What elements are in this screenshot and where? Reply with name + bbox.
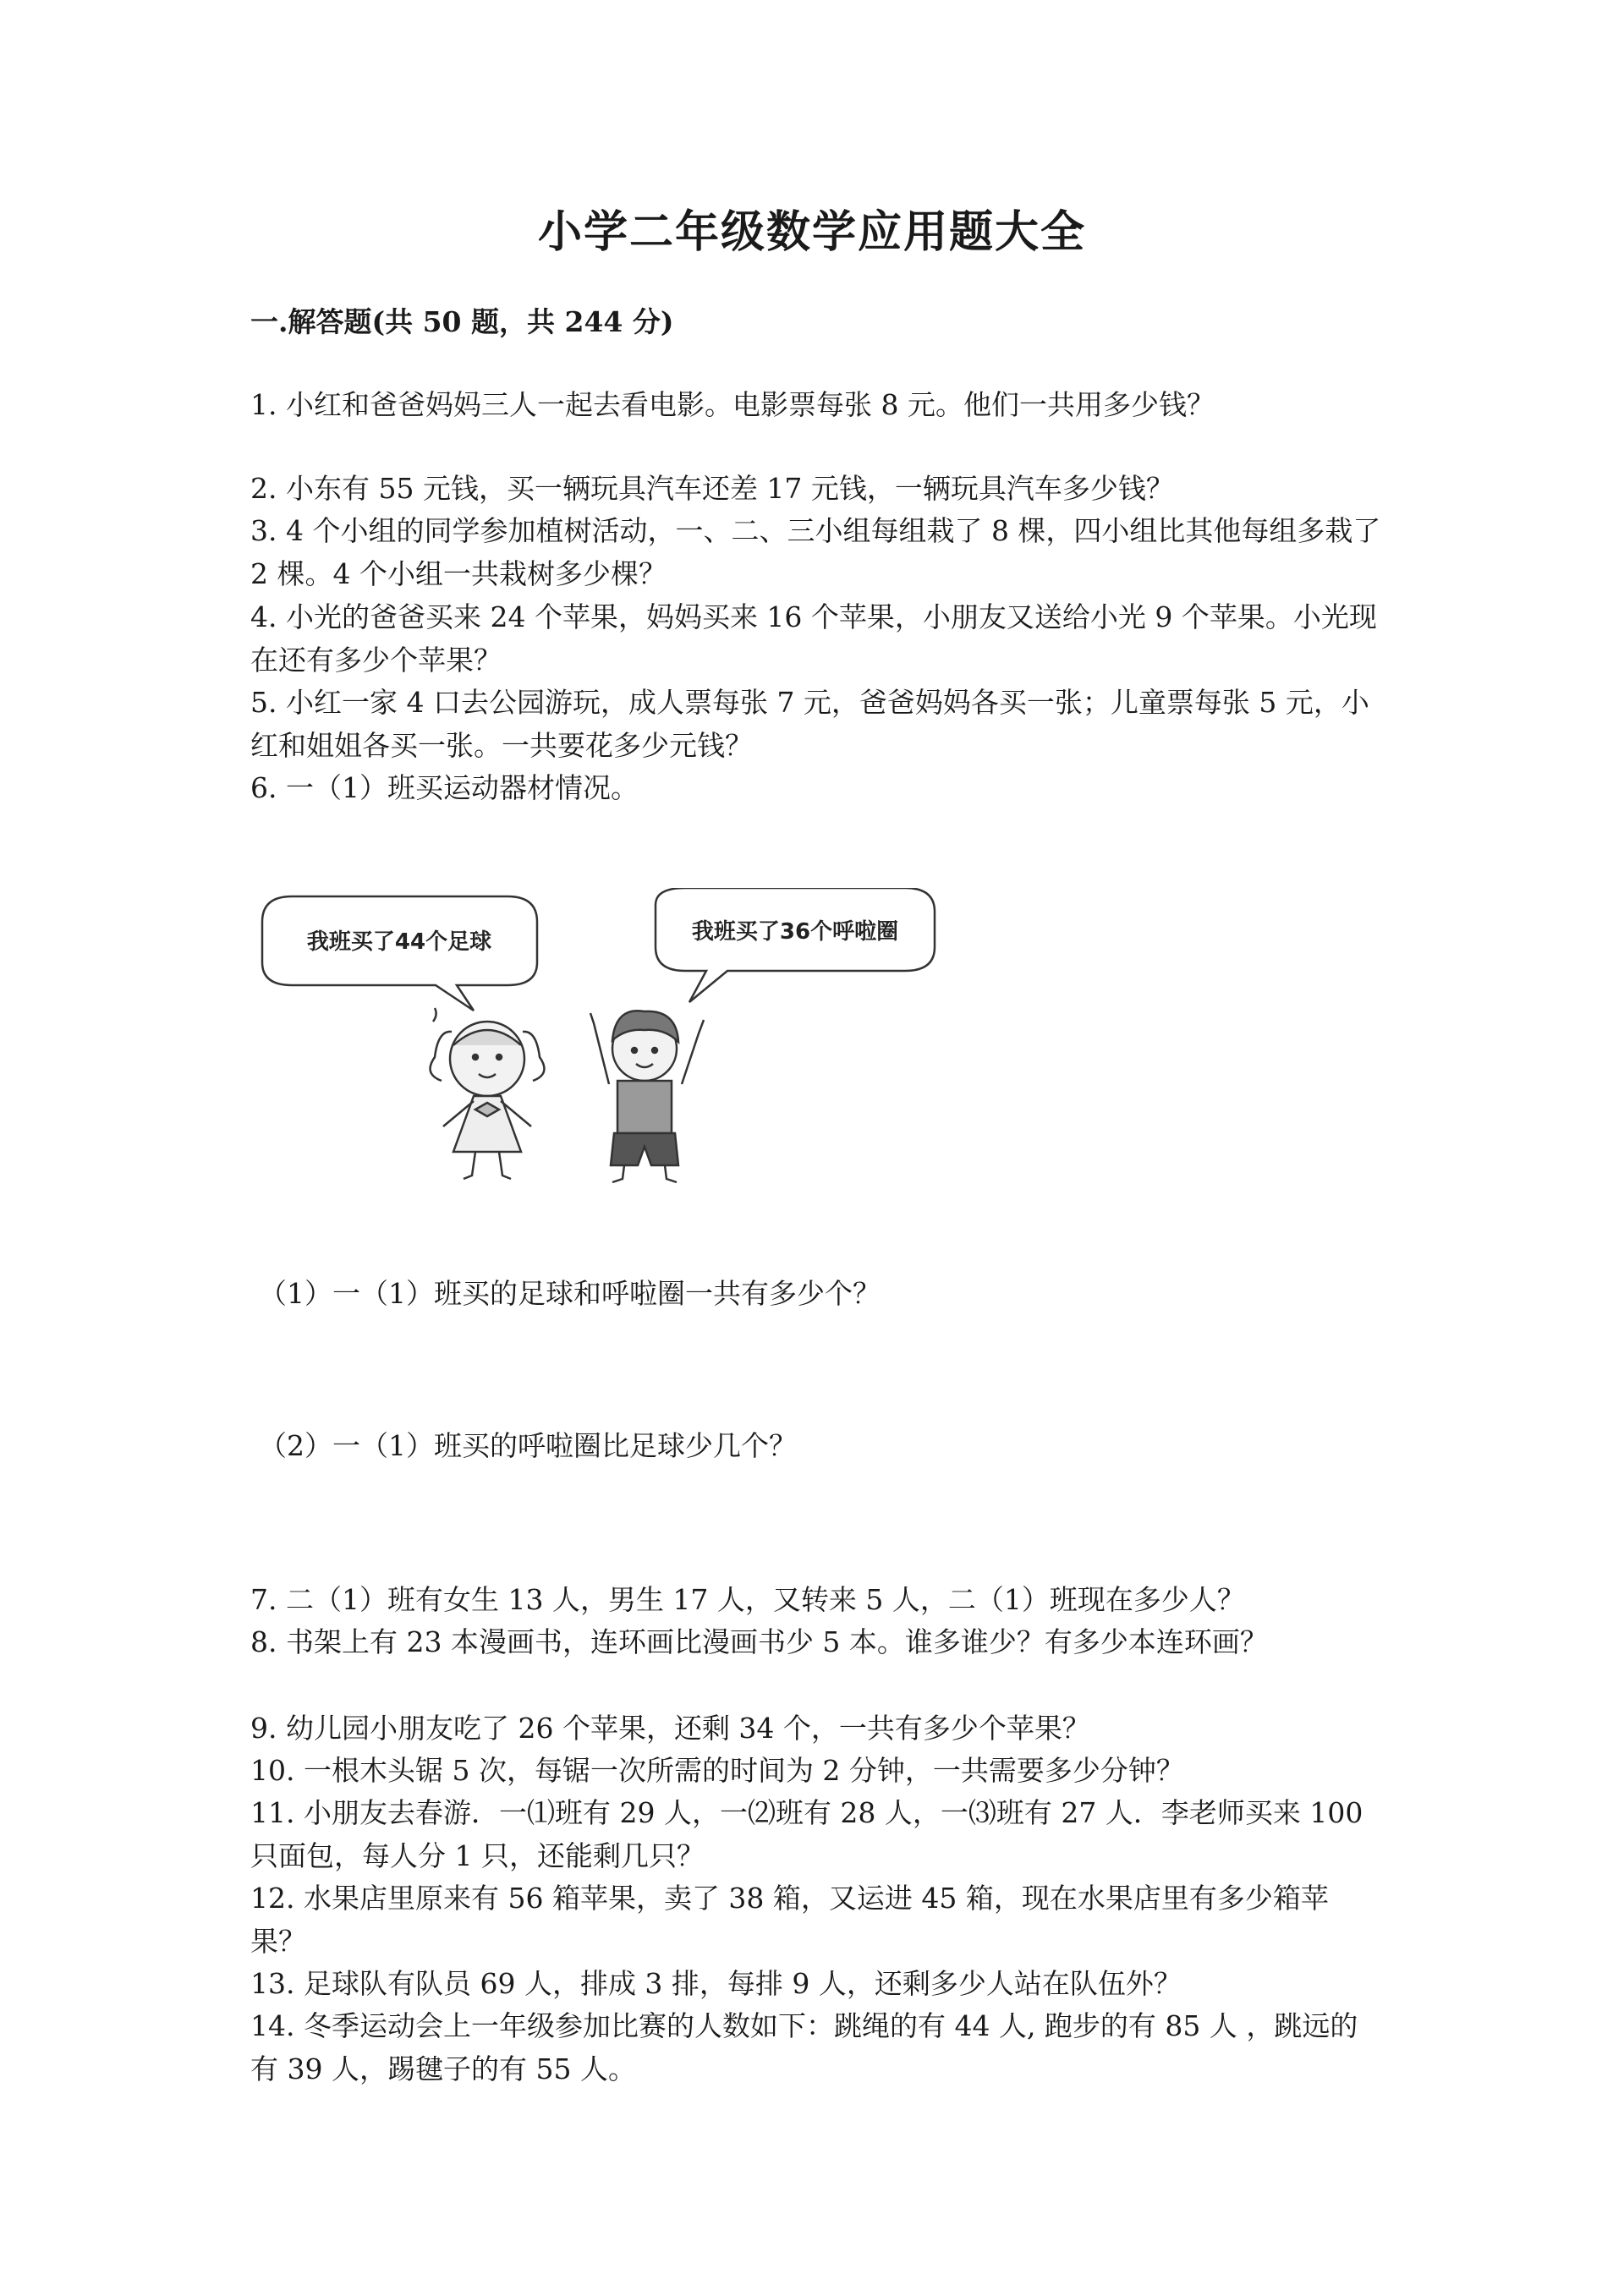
question-10: 10. 一根木头锯 5 次，每锯一次所需的时间为 2 分钟，一共需要多少分钟？: [250, 1754, 1184, 1787]
question-13: 13. 足球队有队员 69 人，排成 3 排，每排 9 人，还剩多少人站在队伍外？: [250, 1967, 1182, 2000]
illustration-kids: [254, 888, 947, 1184]
girl-bubble-text: 我班买了44个足球: [306, 929, 492, 955]
question-3: 3. 4 个小组的同学参加植树活动，一、二、三小组每组栽了 8 棵，四小组比其他每组多栽了 2 棵。4 个小组一共栽树多少棵？: [250, 514, 1381, 590]
question-11: 11. 小朋友去春游．一⑴班有 29 人，一⑵班有 28 人，一⑶班有 27 人．李老师买来 100 只面包，每人分 1 只，还能剩几只？: [250, 1796, 1363, 1872]
question-5: 5. 小红一家 4 口去公园游玩，成人票每张 7 元，爸爸妈妈各买一张；儿童票每张 5 元，小红和姐姐各买一张。一共要花多少元钱？: [250, 686, 1369, 762]
page-title: 小学二年级数学应用题大全: [537, 206, 1086, 258]
question-9: 9. 幼儿园小朋友吃了 26 个苹果，还剩 34 个，一共有多少个苹果？: [250, 1712, 1090, 1745]
girl-figure: [431, 1008, 545, 1179]
boy-bubble-text: 我班买了36个呼啦圈: [691, 919, 899, 945]
sub-question-2: （2）一（1）班买的呼啦圈比足球少几个？: [259, 1429, 797, 1462]
question-12: 12. 水果店里原来有 56 箱苹果，卖了 38 箱，又运进 45 箱，现在水果店里有多少箱苹果？: [250, 1882, 1329, 1958]
question-6: 6. 一（1）班买运动器材情况。: [250, 771, 639, 804]
section-heading: 一.解答题(共 50 题，共 244 分): [250, 305, 674, 338]
question-14: 14. 冬季运动会上一年级参加比赛的人数如下：跳绳的有 44 人, 跑步的有 85 人 ，跳远的有 39 人，踢毽子的有 55 人。: [250, 2009, 1358, 2085]
question-8: 8. 书架上有 23 本漫画书，连环画比漫画书少 5 本。谁多谁少？有多少本连环画？: [250, 1625, 1268, 1658]
girl-speech-bubble: [262, 896, 537, 1011]
question-4: 4. 小光的爸爸买来 24 个苹果，妈妈买来 16 个苹果，小朋友又送给小光 9 个苹果。小光现在还有多少个苹果？: [250, 600, 1377, 677]
sub-question-1: （1）一（1）班买的足球和呼啦圈一共有多少个？: [259, 1277, 881, 1310]
boy-figure: [590, 1011, 704, 1182]
question-1: 1. 小红和爸爸妈妈三人一起去看电影。电影票每张 8 元。他们一共用多少钱？: [250, 388, 1215, 421]
question-7: 7. 二（1）班有女生 13 人，男生 17 人，又转来 5 人，二（1）班现在多少人？: [250, 1583, 1245, 1616]
boy-speech-bubble: [656, 888, 935, 1002]
question-2: 2. 小东有 55 元钱，买一辆玩具汽车还差 17 元钱，一辆玩具汽车多少钱？: [250, 472, 1174, 505]
